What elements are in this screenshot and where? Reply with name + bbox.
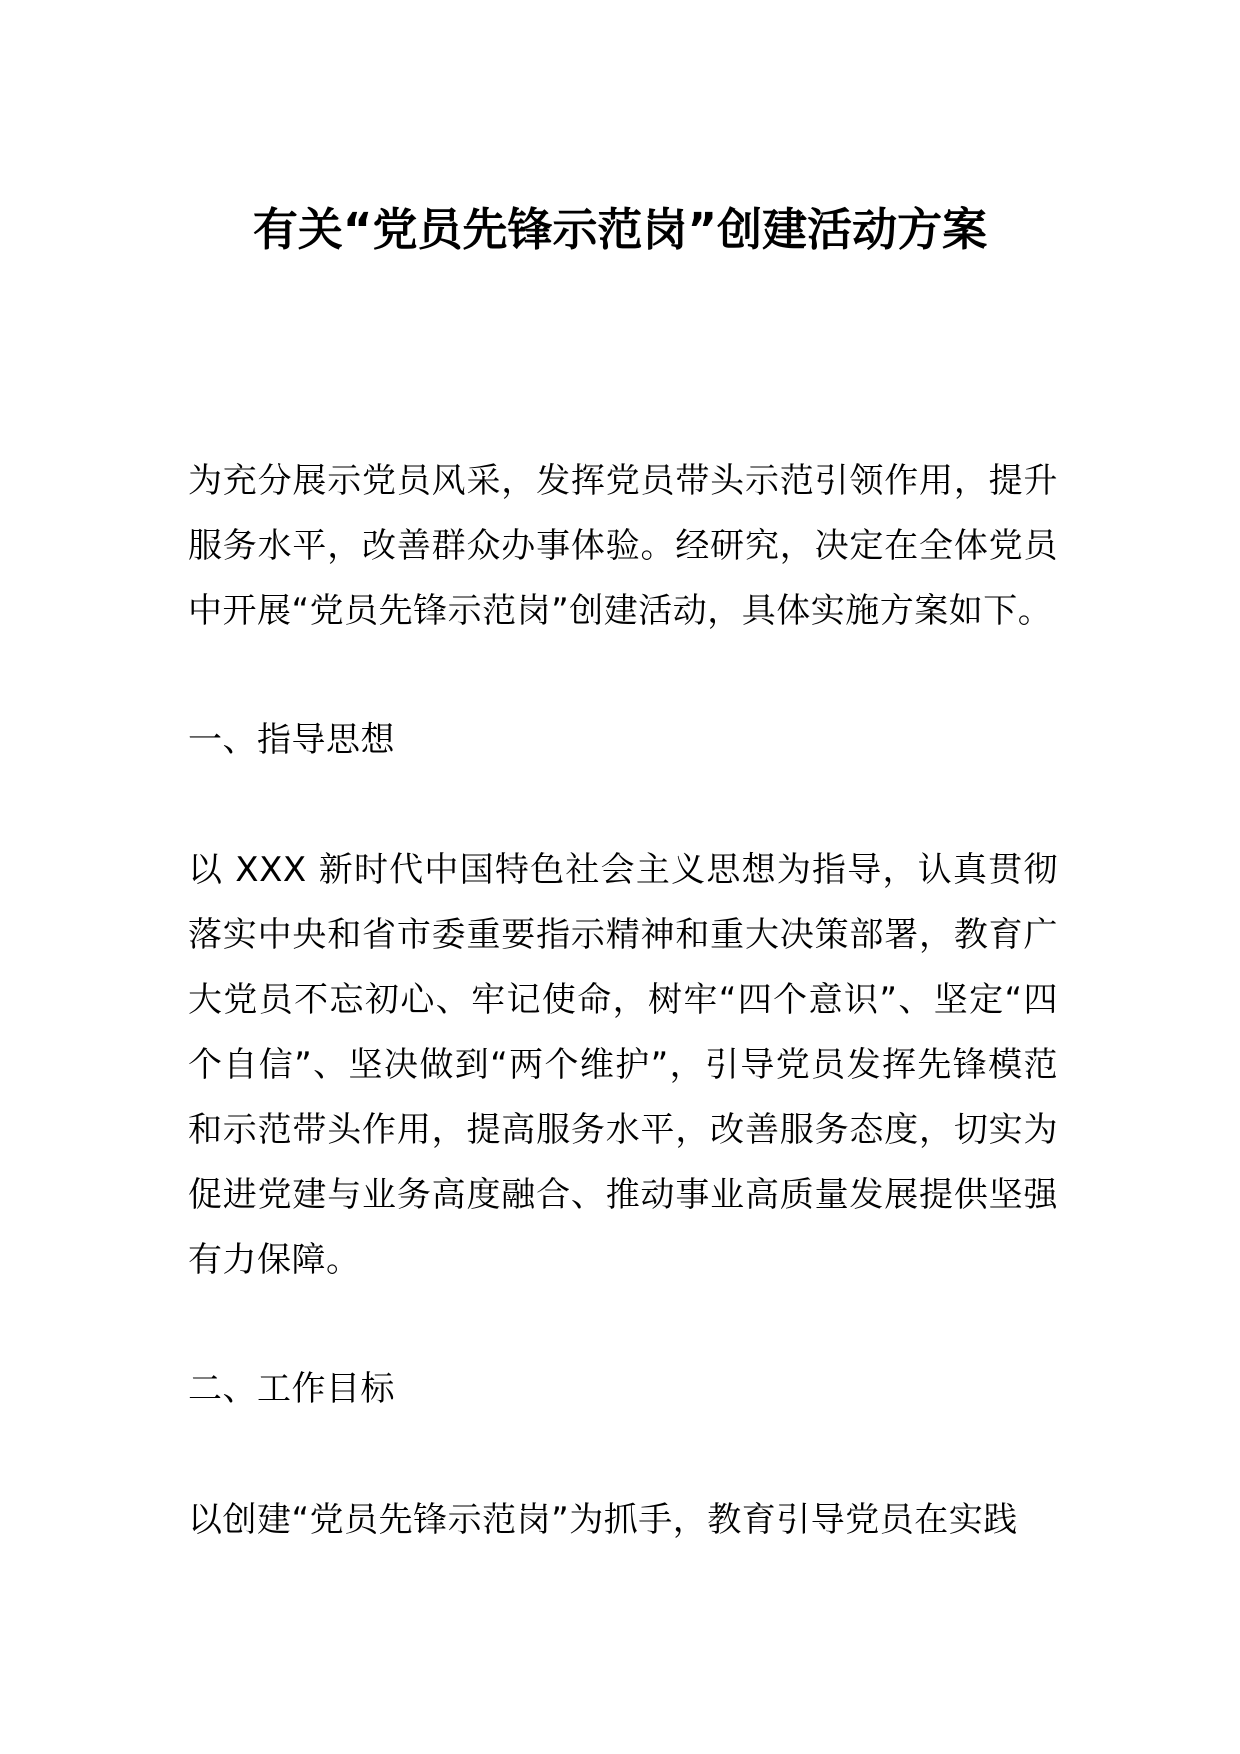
intro-paragraph: 为充分展示党员风采，发挥党员带头示范引领作用，提升服务水平，改善群众办事体验。经研究，决定在全体党员中开展“党员先锋示范岗”创建活动，具体实施方案如下。 bbox=[188, 461, 1058, 631]
section-2-paragraph: 以创建“党员先锋示范岗”为抓手，教育引导党员在实践 bbox=[188, 1500, 1018, 1540]
section-2-heading: 二、工作目标 bbox=[188, 1369, 395, 1409]
section-1-heading: 一、指导思想 bbox=[188, 720, 395, 760]
document-title: 有关“党员先锋示范岗”创建活动方案 bbox=[252, 203, 988, 256]
section-1-paragraph: 以 XXX 新时代中国特色社会主义思想为指导，认真贯彻落实中央和省市委重要指示精神和重大决策部署，教育广大党员不忘初心、牢记使命，树牢“四个意识”、坚定“四个自信”、坚决做到“两个维护”，引导党员发挥先锋模范和示范带头作用，提高服务水平，改善服务态度，切实为促进党建与业务高度融合、推动事业高质量发展提供坚强有力保障。 bbox=[188, 850, 1058, 1280]
